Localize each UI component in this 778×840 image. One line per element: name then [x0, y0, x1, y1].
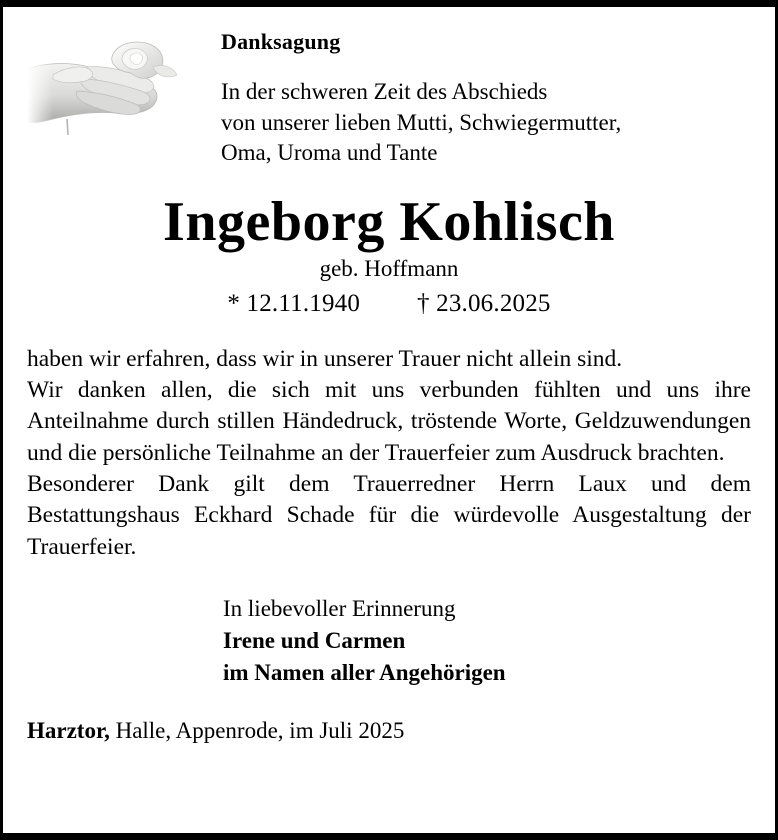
- birth-date: * 12.11.1940: [227, 289, 361, 317]
- body-text: [27, 344, 751, 564]
- footer-place: Harztor,: [27, 718, 110, 744]
- maiden-name: geb. Hoffmann: [319, 255, 459, 281]
- body-paragraph-2: Wir danken allen, die sich mit uns verbunden fühlten und uns ihre Anteilnahme durch stillen Händedruck, tröstende Worte, Geldzuwendungen und die persönliche Teilnahme an der Trauerfeier zum Ausdruck brachten.: [27, 376, 751, 466]
- rose-image-container: [27, 21, 217, 141]
- body-paragraph-1: haben wir erfahren, dass wir in unserer Trauer nicht allein sind.: [27, 345, 623, 372]
- danksagung-heading: Danksagung: [221, 29, 341, 54]
- death-date: † 23.06.2025: [416, 289, 551, 317]
- header-section: [27, 21, 751, 169]
- obituary-inner: [3, 7, 775, 833]
- intro-text: [221, 77, 751, 169]
- body-paragraph-3: Besonderer Dank gilt dem Trauerredner Herrn Laux und dem Bestattungshaus Eckhard Schade für die würdevolle Ausgestaltung der Trauerfeier.: [27, 470, 751, 560]
- intro-line-2: von unserer lieben Mutti, Schwiegermutter,: [221, 109, 622, 135]
- signature-line-2: Irene und Carmen: [223, 627, 406, 653]
- deceased-name: Ingeborg Kohlisch: [163, 190, 615, 253]
- name-block: [27, 190, 751, 318]
- footer-rest: Halle, Appenrode, im Juli 2025: [115, 718, 405, 744]
- signature-line-3: im Namen aller Angehörigen: [223, 659, 506, 685]
- signature-block: [27, 593, 751, 688]
- signature-line-1: In liebevoller Erinnerung: [223, 596, 456, 622]
- hand-holding-rose-icon: [27, 23, 209, 141]
- life-dates: [27, 290, 751, 318]
- intro-line-1: In der schweren Zeit des Abschieds: [221, 79, 548, 104]
- intro-line-3: Oma, Uroma und Tante: [221, 140, 438, 166]
- intro-block: [217, 21, 751, 169]
- footer-line: [27, 718, 751, 744]
